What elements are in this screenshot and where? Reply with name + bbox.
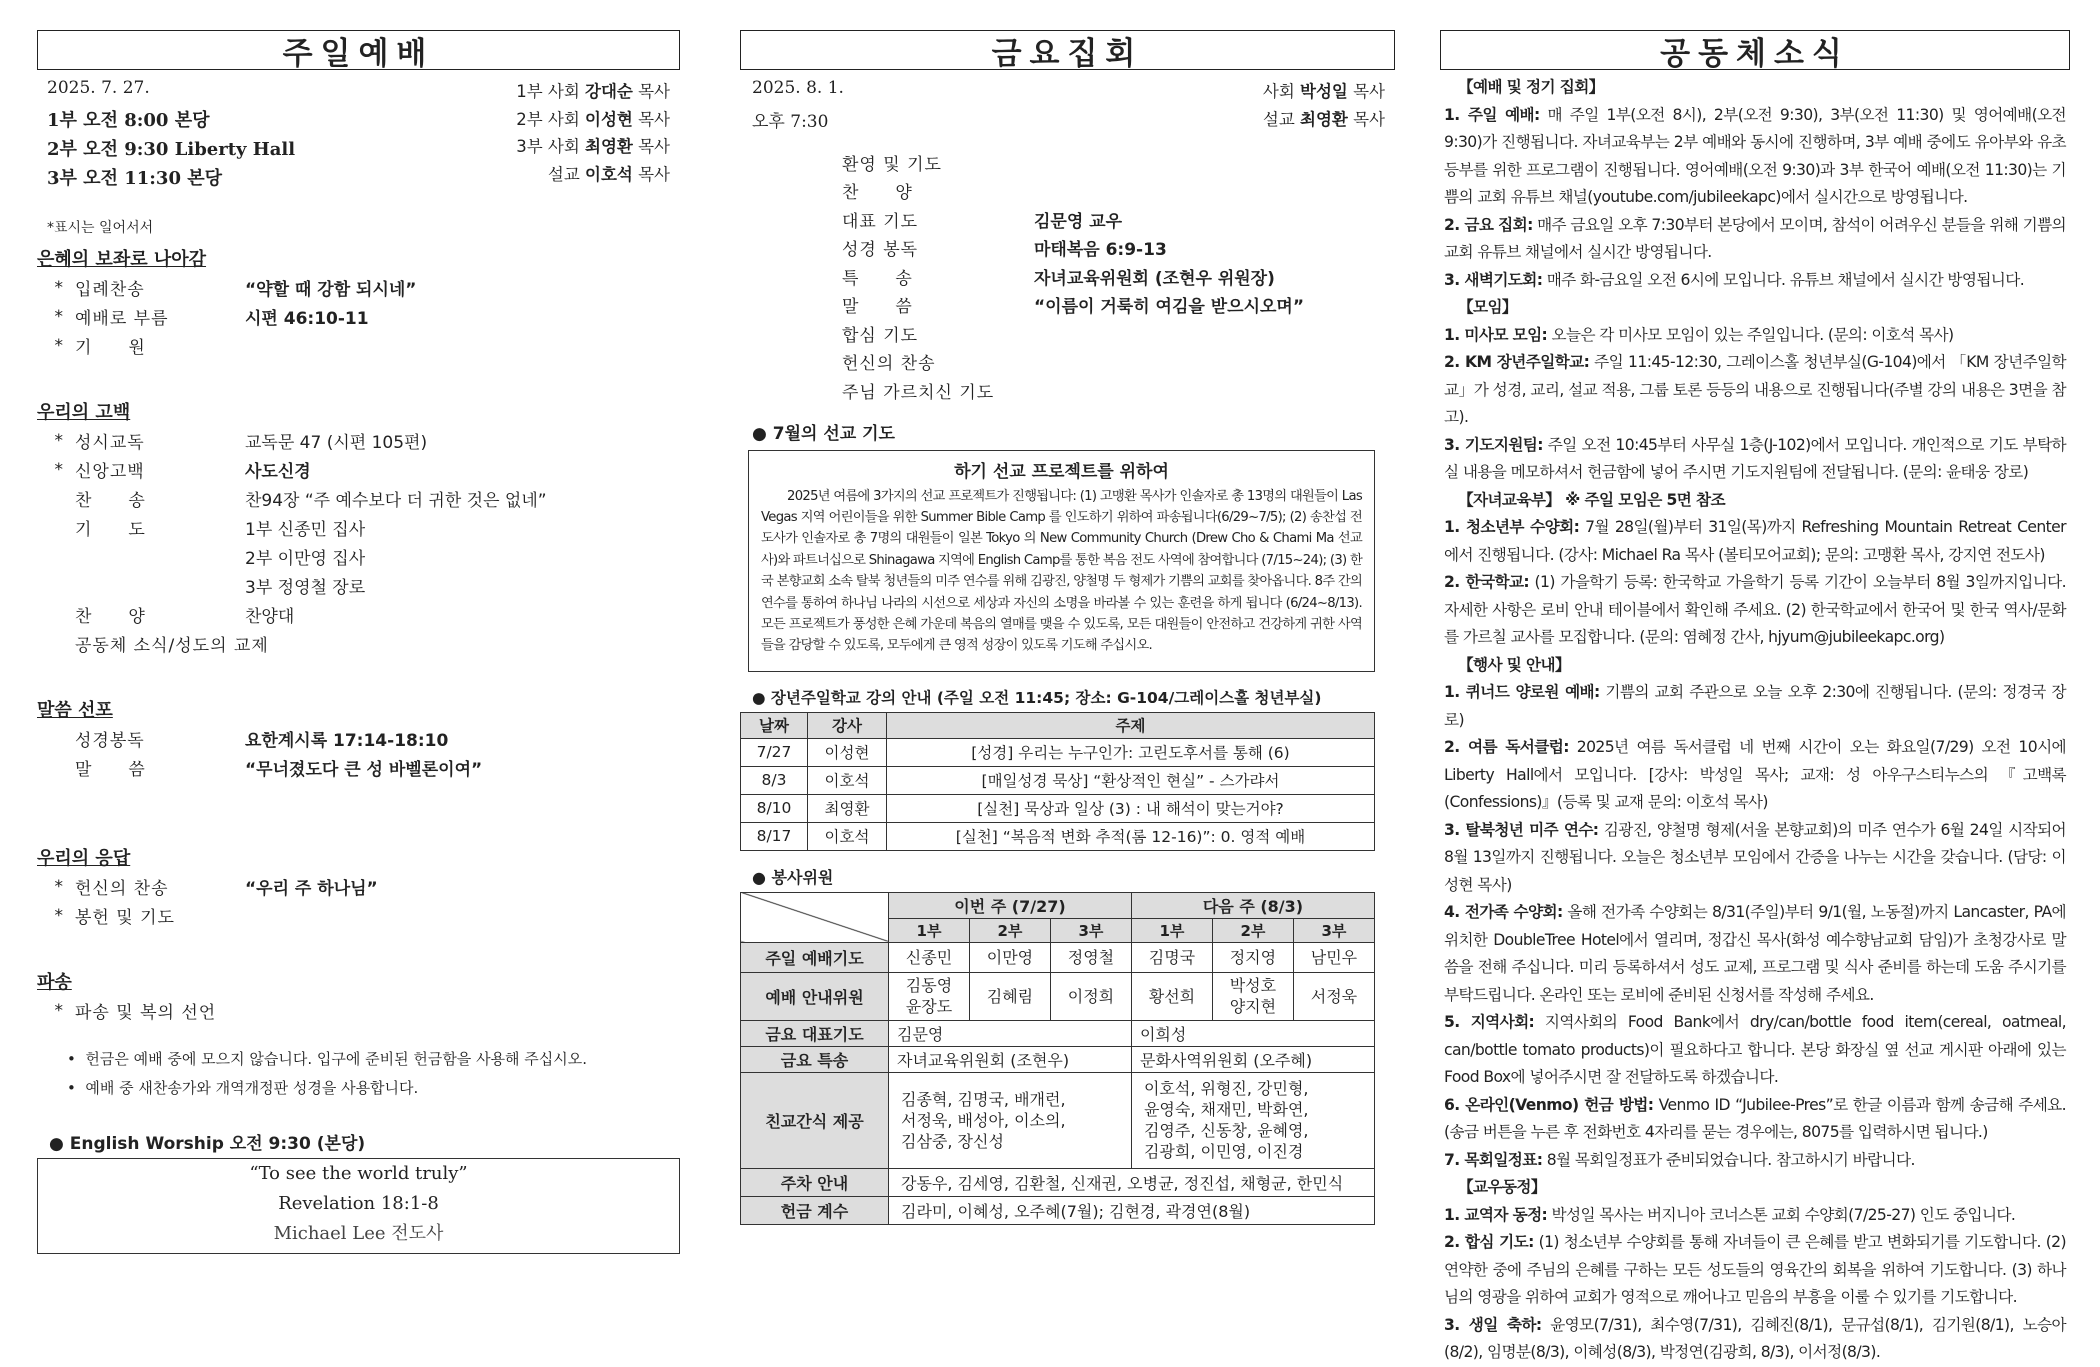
vol-snack-row — [741, 1072, 1375, 1168]
lecture-row — [741, 738, 1375, 766]
lecture-cell: [성경] 우리는 누구인가: 고린도후서를 통해 (6) — [887, 738, 1375, 766]
item-label: 찬 송 — [75, 491, 146, 511]
worship-item — [37, 484, 680, 513]
news-item-head: 3. 생일 축하: — [1444, 1315, 1542, 1334]
standing-mark: * — [54, 306, 63, 327]
vol-this-week: 이번 주 (7/27) — [889, 892, 1132, 918]
news-item — [1444, 569, 2066, 652]
item-value: 찬94장 “주 예수보다 더 귀한 것은 없네” — [245, 491, 547, 511]
worship-item — [37, 302, 680, 331]
item-value: 마태복음 6:9-13 — [1034, 240, 1167, 261]
vol-offering-row — [741, 1196, 1375, 1224]
news-item — [1444, 432, 2066, 487]
news-item — [1444, 1202, 2066, 1230]
news-item-text: 2025년 여름 독서클럽 네 번째 시간이 오는 화요일(7/29) 오전 10시에 Liberty Hall에서 모입니다. [강사: 박성일 목사; 교재: 성 아우구스티누스의 『고백록(Confessions)』(등록 및 교재 문의: 이호석 목사) — [1444, 738, 2066, 811]
friday-leaders — [1263, 78, 1385, 134]
volunteers-heading: ● 봉사위원 — [752, 867, 834, 887]
news-item-text: 7월 28일(월)부터 31일(목)까지 Refreshing Mountain Retreat Center에서 진행됩니다. (강사: Michael Ra 목사 (볼티모어교회); 문의: 고맹환 목사, 강지연 전도사) — [1444, 518, 2066, 564]
item-value: 찬양대 — [245, 607, 295, 627]
news-category: 【예배 및 정기 집회】 — [1458, 78, 1604, 96]
vol-cell: 김라미, 이혜성, 오주혜(7월); 김현경, 곽경연(8월) — [889, 1196, 1375, 1224]
item-value: “약할 때 강함 되시네” — [245, 280, 417, 300]
worship-item — [37, 542, 680, 571]
news-item — [1444, 1229, 2066, 1312]
item-value: “무너졌도다 큰 성 바벨론이여” — [245, 760, 483, 780]
news-category: 【교우동정】 — [1458, 1178, 1546, 1196]
friday-item — [842, 291, 1395, 320]
english-worship-box — [37, 1158, 680, 1254]
item-label: 헌신의 찬송 — [75, 879, 169, 899]
friday-item — [842, 376, 1395, 405]
worship-section — [37, 245, 680, 360]
friday-item — [842, 234, 1395, 263]
lecture-col-topic: 주제 — [887, 712, 1375, 738]
worship-item — [37, 996, 680, 1025]
lecture-cell: 이호석 — [808, 822, 887, 850]
leader-row: 설교 이호석 목사 — [547, 164, 670, 184]
vol-cell: 정지영 — [1212, 942, 1293, 972]
item-label: 찬 양 — [842, 183, 913, 204]
worship-section — [37, 844, 680, 930]
leader-row: 사회 박성일 목사 — [1262, 82, 1385, 101]
sunday-services — [47, 106, 295, 193]
worship-section — [37, 696, 680, 782]
standing-mark: * — [54, 430, 63, 451]
english-worship-heading: ● English Worship 오전 9:30 (본당) — [49, 1134, 366, 1154]
news-item-head: 5. 지역사회: — [1444, 1013, 1535, 1031]
lecture-row — [741, 822, 1375, 850]
lecture-cell: 이호석 — [808, 766, 887, 794]
vol-row-label: 헌금 계수 — [741, 1196, 889, 1224]
vol-row-label: 예배 안내위원 — [741, 972, 889, 1020]
section-title: 우리의 고백 — [37, 402, 131, 423]
worship-item — [37, 901, 680, 930]
item-value: 1부 신종민 집사 — [245, 520, 366, 540]
standing-mark: * — [54, 459, 63, 480]
vol-cell: 황선희 — [1131, 972, 1212, 1020]
mission-box — [748, 450, 1375, 672]
news-item-text: Venmo ID “Jubilee-Pres”로 한글 이름과 함께 송금해 주세요. (송금 버튼을 누른 후 전화번호 4자리를 묻는 경우에는, 8075를 입력하시면 됩니다.) — [1444, 1095, 2066, 1141]
section-title: 파송 — [37, 972, 72, 993]
sunday-leaders — [516, 78, 670, 188]
lecture-col-date: 날짜 — [741, 712, 808, 738]
item-label: 특 송 — [842, 268, 913, 289]
note-item: • 예배 중 새찬송가와 개역개정판 성경을 사용합니다. — [67, 1079, 419, 1097]
news-item — [1444, 212, 2066, 267]
lecture-heading: ● 장년주일학교 강의 안내 (주일 오전 11:45; 장소: G-104/그레이스홀 청년부실) — [752, 688, 1322, 707]
item-label: 합심 기도 — [842, 325, 919, 346]
vol-row — [741, 942, 1375, 972]
vol-cell: 정영철 — [1050, 942, 1131, 972]
item-label: 신앙고백 — [75, 462, 145, 482]
item-value: 2부 이만영 집사 — [245, 549, 366, 569]
news-item-text: 매주 화-금요일 오전 6시에 모입니다. 유튜브 채널에서 실시간 방영됩니다. — [1542, 270, 2025, 289]
item-label: 성시교독 — [75, 433, 145, 453]
mission-heading: ● 7월의 선교 기도 — [752, 423, 895, 444]
news-item-head: 6. 온라인(Venmo) 헌금 방법: — [1444, 1095, 1654, 1114]
news-item-head: 3. 새벽기도회: — [1444, 270, 1543, 289]
item-label: 기 원 — [75, 338, 146, 358]
leader-row: 1부 사회 강대순 목사 — [516, 82, 670, 101]
vol-cell: 강동우, 김세영, 김환철, 신재권, 오병균, 정진섭, 채형균, 한민식 — [889, 1168, 1375, 1196]
news-item — [1444, 514, 2066, 569]
news-body — [1440, 74, 2070, 1367]
news-item-head: 3. 탈북청년 미주 연수: — [1444, 820, 1599, 839]
news-item-text: (1) 가을학기 등록: 한국학교 가을학기 등록 기간이 오늘부터 8월 3일까지입니다. 자세한 사항은 로비 안내 테이블에서 확인해 주세요. (2) 한국학교에서 한국어 및 한국 역사/문화를 가르칠 교사를 모집합니다. (문의: 염혜정 간사, hjyum@jubileekapc.org) — [1444, 573, 2066, 646]
news-item-head: 2. 한국학교: — [1444, 573, 1530, 591]
vol-part: 2부 — [1212, 918, 1293, 942]
news-item — [1444, 679, 2066, 734]
news-item-text: 8월 목회일정표가 준비되었습니다. 참고하시기 바랍니다. — [1542, 1150, 1915, 1169]
item-label: 환영 및 기도 — [842, 154, 942, 175]
vol-cell: 이만영 — [969, 942, 1050, 972]
sunday-date: 2025. 7. 27. — [47, 78, 150, 98]
news-item-text: 주일 오전 10:45부터 사무실 1층(J-102)에서 모입니다. 개인적으로 기도 부탁하실 내용을 메모하셔서 헌금함에 넣어 주시면 기도지원팀에 전달됩니다. (문의: 윤태웅 장로) — [1444, 435, 2066, 481]
news-item-head: 1. 퀴너드 양로원 예배: — [1444, 683, 1600, 701]
item-label: 공동체 소식/성도의 교제 — [75, 636, 269, 656]
worship-item — [37, 872, 680, 901]
volunteers-table — [740, 892, 1375, 1225]
news-item-text: 김광진, 양철명 형제(서울 본향교회)의 미주 연수가 6월 24일 시작되어 8월 13일까지 진행됩니다. 오늘은 청소년부 모임에서 간증을 나누는 시간을 갖습니다. (담당: 이성현 목사) — [1444, 820, 2066, 894]
vol-row-label: 친교간식 제공 — [741, 1072, 889, 1168]
mission-box-title: 하기 선교 프로젝트를 위하여 — [954, 461, 1169, 482]
item-value: 3부 정영철 장로 — [245, 578, 366, 598]
news-item-text: (1) 청소년부 수양회를 통해 자녀들이 큰 은혜를 받고 변화되기를 기도합니다. (2) 연약한 중에 주님의 은혜를 구하는 모든 성도들의 영육간의 회복을 위하여 기도합니다. (3) 하나님의 영광을 위하여 교회가 영적으로 깨어나고 믿음의 부흥을 이룰 수 있기를 기도합니다. — [1444, 1233, 2066, 1306]
friday-item — [842, 177, 1395, 206]
vol-corner — [741, 892, 889, 942]
news-item — [1444, 1312, 2066, 1367]
vol-cell: 자녀교육위원회 (조현우) — [889, 1046, 1132, 1072]
vol-cell: 박성호 양지현 — [1212, 972, 1293, 1020]
section-title: 우리의 응답 — [37, 848, 131, 869]
friday-item — [842, 319, 1395, 348]
standing-note: *표시는 일어서서 — [47, 220, 154, 236]
service-1: 1부 오전 8:00 본당 — [47, 110, 210, 131]
news-item-text: 지역사회의 Food Bank에서 dry/can/bottle food item(cereal, oatmeal, can/bottle tomato products)이 필요하다고 합니다. 본당 화장실 옆 선교 게시판 아래에 있는 Food Box에 넣어주시면 잘 전달하도록 하겠습니다. — [1444, 1013, 2066, 1086]
worship-item — [37, 571, 680, 600]
news-category: 【자녀교육부】 ※ 주일 모임은 5면 참조 — [1458, 490, 1725, 509]
vol-cell: 이희성 — [1131, 1020, 1374, 1046]
lecture-cell: 7/27 — [741, 738, 808, 766]
news-item-head: 4. 전가족 수양회: — [1444, 903, 1563, 921]
friday-order — [842, 148, 1395, 405]
item-label: 봉헌 및 기도 — [75, 908, 175, 928]
leader-row: 3부 사회 최영환 목사 — [516, 137, 670, 156]
vol-row-label: 주일 예배기도 — [741, 942, 889, 972]
vol-cell: 이정희 — [1050, 972, 1131, 1020]
item-value: 자녀교육위원회 (조현우 위원장) — [1034, 268, 1275, 289]
lecture-header-row — [741, 712, 1375, 738]
news-item-text: 오늘은 각 미사모 모임이 있는 주일입니다. (문의: 이호석 목사) — [1547, 325, 1954, 344]
friday-item — [842, 348, 1395, 377]
worship-item — [37, 600, 680, 629]
english-speaker: Michael Lee 전도사 — [273, 1223, 444, 1244]
worship-item — [37, 331, 680, 360]
worship-item — [37, 513, 680, 542]
item-label: 예배로 부름 — [75, 309, 169, 329]
item-label: 말 씀 — [842, 297, 913, 318]
news-item-head: 2. 합심 기도: — [1444, 1233, 1534, 1251]
worship-section — [37, 398, 680, 658]
vol-part: 2부 — [969, 918, 1050, 942]
item-value: 김문영 교우 — [1034, 211, 1123, 232]
news-category: 【모임】 — [1458, 298, 1517, 316]
item-value: 사도신경 — [245, 462, 311, 482]
lecture-cell: 이성현 — [808, 738, 887, 766]
vol-cell: 이호석, 위형진, 강민형, 윤영숙, 채재민, 박화연, 김영주, 신동창, 윤혜영, 김광희, 이민영, 이진경 — [1131, 1072, 1374, 1168]
vol-cell: 문화사역위원회 (오주혜) — [1131, 1046, 1374, 1072]
worship-item — [37, 455, 680, 484]
news-item — [1444, 1147, 2066, 1175]
vol-part: 1부 — [889, 918, 970, 942]
news-item — [1444, 899, 2066, 1009]
leader-row: 설교 최영환 목사 — [1262, 110, 1385, 129]
lecture-cell: 최영환 — [808, 794, 887, 822]
vol-cell: 김혜림 — [969, 972, 1050, 1020]
vol-cell: 서정욱 — [1293, 972, 1374, 1020]
news-item — [1444, 102, 2066, 212]
vol-next-week: 다음 주 (8/3) — [1131, 892, 1374, 918]
news-item — [1444, 322, 2066, 350]
standing-mark: * — [54, 905, 63, 926]
item-label: 찬 양 — [75, 607, 146, 627]
leader-row: 2부 사회 이성현 목사 — [516, 109, 670, 129]
friday-title: 금요집회 — [740, 30, 1395, 70]
news-item — [1444, 1092, 2066, 1147]
vol-parking-row — [741, 1168, 1375, 1196]
worship-item — [37, 753, 680, 782]
vol-friday-prayer-row — [741, 1020, 1375, 1046]
vol-part: 1부 — [1131, 918, 1212, 942]
worship-section — [37, 968, 680, 1025]
friday-column — [740, 30, 1395, 1225]
news-column — [1440, 30, 2070, 1367]
news-item-text: 윤영모(7/31), 최수영(7/31), 김혜진(8/1), 문규섭(8/1), 김기원(8/1), 노승아(8/2), 임명분(8/3), 이혜성(8/3), 박정연(김광희, 8/3), 이서정(8/3). — [1444, 1315, 2066, 1361]
item-value: 요한계시록 17:14-18:10 — [245, 731, 449, 751]
item-label: 주님 가르치신 기도 — [842, 382, 995, 403]
news-item — [1444, 1009, 2066, 1092]
news-item-head: 1. 청소년부 수양회: — [1444, 518, 1580, 536]
vol-cell: 신종민 — [889, 942, 970, 972]
friday-item — [842, 148, 1395, 177]
item-label: 기 도 — [75, 520, 146, 540]
vol-cell: 김종혁, 김명국, 배개런, 서정욱, 배성아, 이소의, 김삼중, 장신성 — [889, 1072, 1132, 1168]
item-label: 성경 봉독 — [842, 240, 919, 261]
service-2: 2부 오전 9:30 Liberty Hall — [47, 139, 296, 160]
news-item-text: 박성일 목사는 버지니아 코너스톤 교회 수양회(7/25-27) 인도 중입니다. — [1547, 1205, 2016, 1224]
news-item-head: 2. 금요 집회: — [1444, 215, 1533, 234]
vol-cell: 김동영 윤장도 — [889, 972, 970, 1020]
friday-header — [740, 78, 1395, 138]
standing-mark: * — [54, 335, 63, 356]
vol-part: 3부 — [1050, 918, 1131, 942]
news-category: 【행사 및 안내】 — [1458, 655, 1570, 674]
vol-friday-song-row — [741, 1046, 1375, 1072]
item-label: 파송 및 복의 선언 — [75, 1003, 217, 1023]
lecture-col-speaker: 강사 — [808, 712, 887, 738]
vol-week-row — [741, 892, 1375, 918]
vol-cell: 김문영 — [889, 1020, 1132, 1046]
vol-row-label: 금요 대표기도 — [741, 1020, 889, 1046]
standing-mark: * — [54, 277, 63, 298]
news-item-text: 매 주일 1부(오전 8시), 2부(오전 9:30), 3부(오전 11:30) 및 영어예배(오전 9:30)가 진행됩니다. 자녀교육부는 2부 예배와 동시에 진행하며, 3부 예배 중에도 유아부와 유초등부를 위한 프로그램이 진행됩니다. 영어예배(오전 9:30)과 3부 한국어 예배(오전 11:30)는 기쁨의 교회 유튜브 채널(youtube.com/jubileekapc)에서 실시간으로 방영됩니다. — [1444, 105, 2066, 206]
vol-row — [741, 972, 1375, 1020]
sunday-notes — [67, 1045, 680, 1103]
vol-row-label: 금요 특송 — [741, 1046, 889, 1072]
service-3: 3부 오전 11:30 본당 — [47, 168, 223, 189]
lecture-table — [740, 712, 1375, 851]
item-label: 입례찬송 — [75, 280, 145, 300]
friday-date: 2025. 8. 1. — [752, 78, 844, 98]
lecture-cell: [실천] “복음적 변화 추적(롬 12-16)”: 0. 영적 예배 — [887, 822, 1375, 850]
item-value: 시편 46:10-11 — [245, 309, 369, 329]
news-item — [1444, 349, 2066, 432]
item-label: 성경봉독 — [75, 731, 145, 751]
standing-mark: * — [54, 876, 63, 897]
news-item-text: 매주 금요일 오후 7:30부터 본당에서 모이며, 참석이 어려우신 분들을 위해 기쁨의 교회 유튜브 채널에서 실시간 방영됩니다. — [1444, 215, 2067, 261]
section-title: 은혜의 보좌로 나아감 — [37, 249, 207, 270]
news-item-text: 주일 11:45-12:30, 그레이스홀 청년부실(G-104)에서 「KM 장년주일학교」가 성경, 교리, 설교 적용, 그룹 토론 등등의 내용으로 진행됩니다(주별 강의 내용은 3면을 참고). — [1444, 353, 2066, 426]
news-item-head: 1. 미사모 모임: — [1444, 325, 1548, 344]
friday-item — [842, 262, 1395, 291]
standing-mark: * — [54, 1000, 63, 1021]
worship-item — [37, 426, 680, 455]
item-label: 말 씀 — [75, 760, 146, 780]
vol-cell: 김명국 — [1131, 942, 1212, 972]
news-item-text: 올해 전가족 수양회는 8/31(주일)부터 9/1(월, 노동절)까지 Lancaster, PA에 위치한 DoubleTree Hotel에서 열리며, 정갑신 목사(화성 예수향남교회 담임)가 초청강사로 말씀을 전해 주십니다. 미리 등록하셔서 성도 교제, 프로그램 및 식사 준비를 하는데 도움 주시기를 부탁드립니다. 온라인 또는 로비에 준비된 신청서를 작성해 주세요. — [1444, 903, 2066, 1004]
english-verse: Revelation 18:1-8 — [278, 1193, 439, 1214]
lecture-row — [741, 794, 1375, 822]
news-item — [1444, 817, 2066, 900]
news-item-text: 기쁨의 교회 주관으로 오늘 오후 2:30에 진행됩니다. (문의: 정경국 장로) — [1444, 683, 2066, 729]
item-value: “이름이 거룩히 여김을 받으시오며” — [1034, 297, 1305, 318]
section-title: 말씀 선포 — [37, 700, 113, 721]
worship-item — [37, 273, 680, 302]
vol-cell: 남민우 — [1293, 942, 1374, 972]
lecture-cell: 8/10 — [741, 794, 808, 822]
news-item-head: 1. 교역자 동정: — [1444, 1205, 1548, 1224]
news-item-head: 2. 여름 독서클럽: — [1444, 738, 1569, 756]
friday-time: 오후 7:30 — [752, 112, 829, 132]
news-item-head: 3. 기도지원팀: — [1444, 435, 1543, 454]
sunday-header — [37, 78, 680, 223]
worship-item — [37, 629, 680, 658]
lecture-cell: 8/3 — [741, 766, 808, 794]
news-item-head: 1. 주일 예배: — [1444, 105, 1540, 124]
news-item — [1444, 267, 2066, 295]
sunday-title: 주일예배 — [37, 30, 680, 70]
friday-item — [842, 205, 1395, 234]
vol-part: 3부 — [1293, 918, 1374, 942]
english-title: “To see the world truly” — [249, 1163, 468, 1184]
vol-row-label: 주차 안내 — [741, 1168, 889, 1196]
lecture-row — [741, 766, 1375, 794]
news-item-head: 2. KM 장년주일학교: — [1444, 353, 1590, 371]
worship-item — [37, 724, 680, 753]
item-label: 헌신의 찬송 — [842, 354, 936, 375]
lecture-cell: [실천] 묵상과 일상 (3) : 내 해석이 맞는거야? — [887, 794, 1375, 822]
news-title: 공동체소식 — [1440, 30, 2070, 70]
news-item — [1444, 734, 2066, 817]
item-value: “우리 주 하나님” — [245, 879, 378, 899]
item-label: 대표 기도 — [842, 211, 919, 232]
lecture-cell: 8/17 — [741, 822, 808, 850]
note-item: • 헌금은 예배 중에 모으지 않습니다. 입구에 준비된 헌금함을 사용해 주십시오. — [67, 1050, 588, 1068]
item-value: 교독문 47 (시편 105편) — [245, 433, 428, 453]
lecture-cell: [매일성경 묵상] “환상적인 현실” - 스가랴서 — [887, 766, 1375, 794]
news-item-head: 7. 목회일정표: — [1444, 1150, 1543, 1169]
sunday-column — [37, 30, 680, 1254]
order-of-worship — [37, 245, 680, 1025]
mission-text: 2025년 여름에 3가지의 선교 프로젝트가 진행됩니다: (1) 고맹환 목사가 인솔자로 총 13명의 대원들이 Las Vegas 지역 어린이들을 위한 Summer Bible Camp 를 인도하기 위하여 파송됩니다(6/29~7/5); (2) 송찬섭 전도사가 인솔자로 총 7명의 대원들이 일본 Tokyo 의 New Community Church (Drew Cho & Chami Ma 선교사)와 파트너십으로 Shinagawa 지역에 English Camp를 통한 복음 전도 사역에 참여합니다 (7/15~24); (3) 한국 본향교회 소속 탈북 청년들의 미주 연수를 위해 김광진, 양철명 두 형제가 기쁨의 교회를 찾아옵니다. 8주 간의 연수를 통하여 하나님 나라의 시선으로 세상과 자신의 소명을 바라볼 수 있는 훈련을 하게 됩니다 (6/24~8/13). 모든 프로젝트가 풍성한 은혜 가운데 복음의 열매를 맺을 수 있도록, 모든 대원들이 안전하고 건강하게 귀한 사역들을 감당할 수 있도록, 모두에게 큰 영적 성장이 있도록 기도해 주십시오. — [761, 488, 1362, 654]
